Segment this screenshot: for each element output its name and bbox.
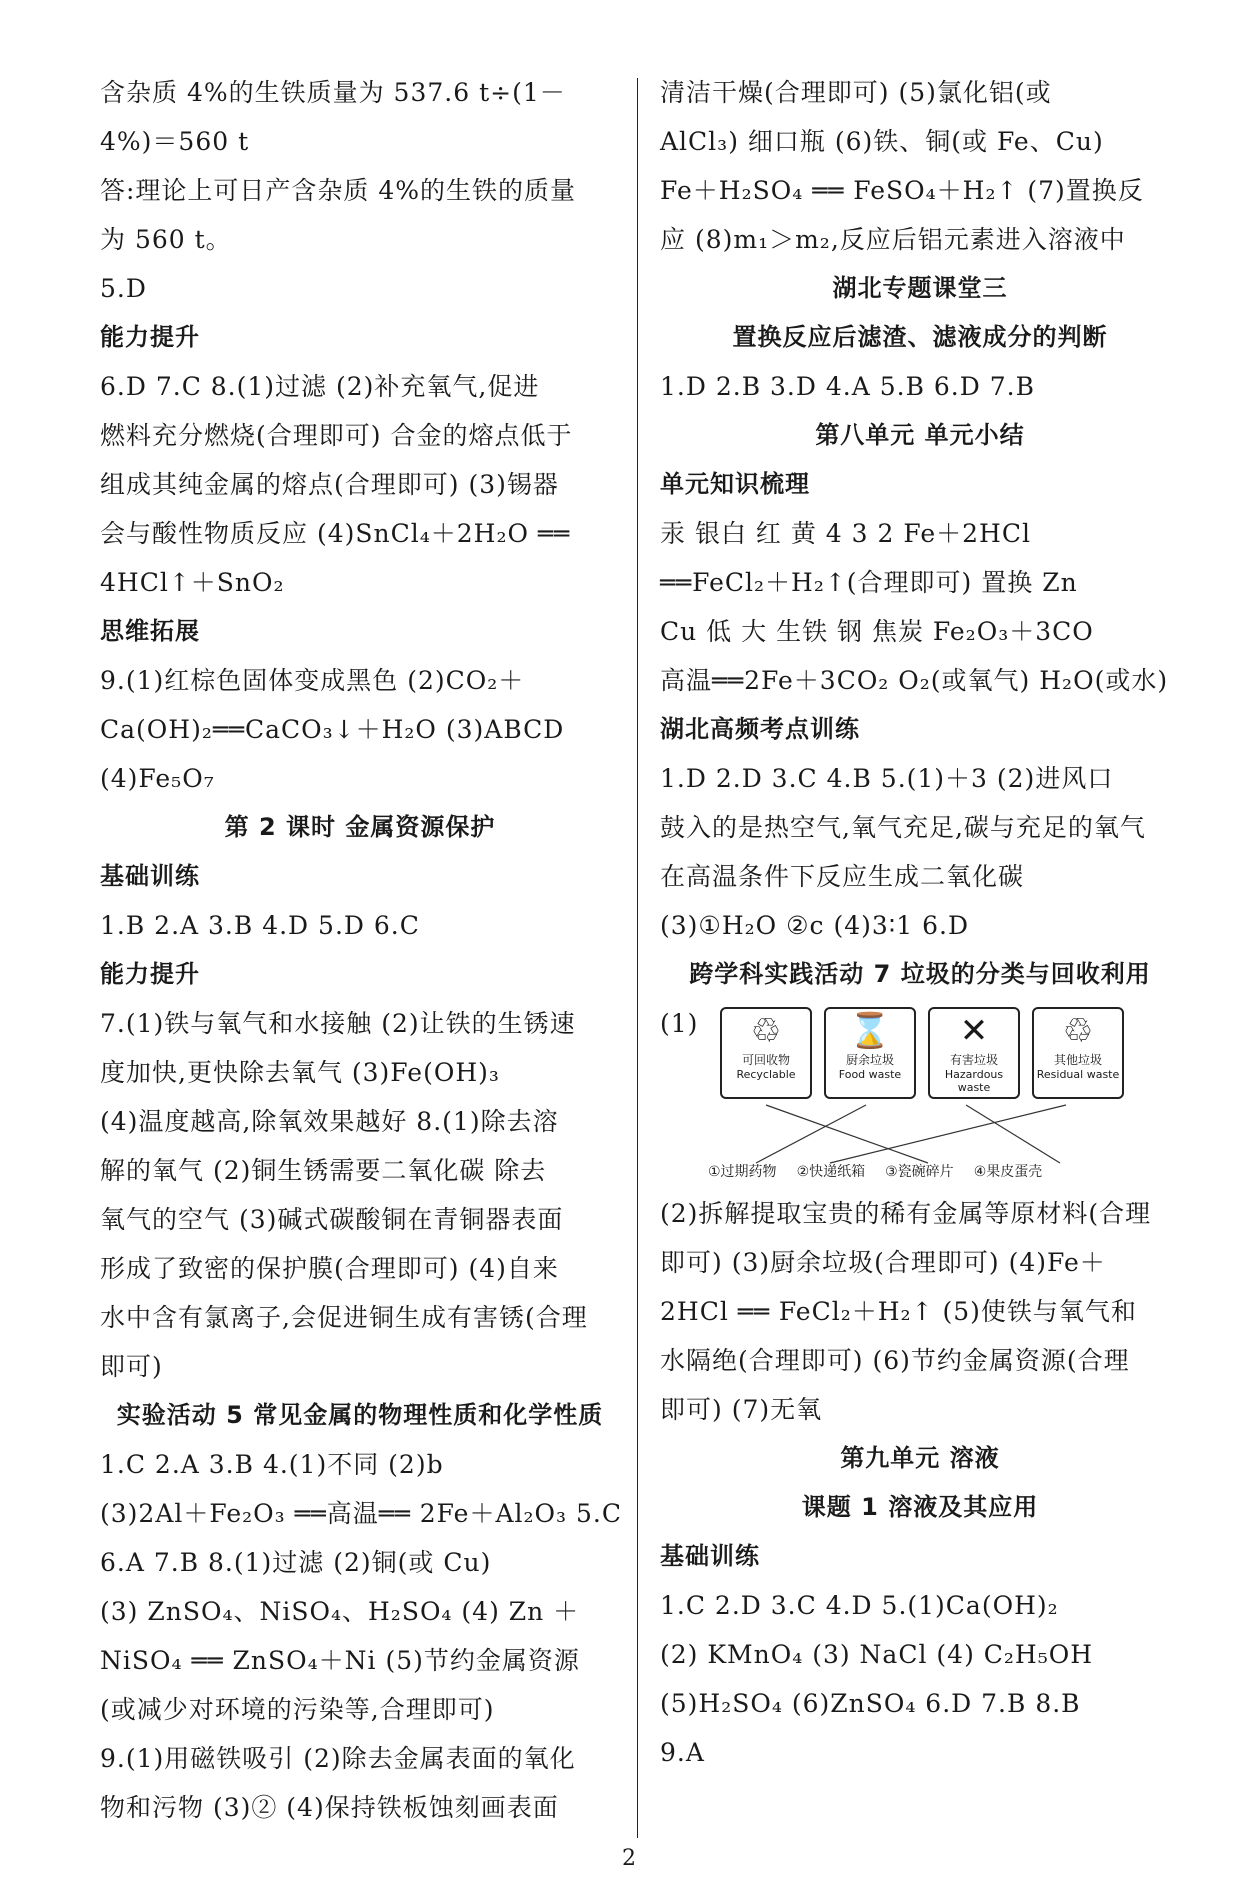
waste-item-label: ④果皮蛋壳 bbox=[973, 1164, 1043, 1180]
text-line: 1.C 2.A 3.B 4.(1)不同 (2)b bbox=[100, 1450, 444, 1479]
section-heading: 实验活动 5 常见金属的物理性质和化学性质 bbox=[116, 1401, 604, 1429]
text-line: (5)H₂SO₄ (6)ZnSO₄ 6.D 7.B 8.B bbox=[660, 1689, 1081, 1718]
text-line: 1.D 2.D 3.C 4.B 5.(1)＋3 (2)进风口 bbox=[660, 764, 1114, 793]
waste-item-label: ①过期药物 bbox=[708, 1164, 777, 1180]
text-line: 解的氧气 (2)铜生锈需要二氧化碳 除去 bbox=[100, 1156, 547, 1185]
bin-label-en: Residual waste bbox=[1036, 1068, 1120, 1081]
left-column bbox=[100, 68, 620, 1832]
text-line: (3)2Al＋Fe₂O₃ ══高温══ 2Fe＋Al₂O₃ 5.C bbox=[100, 1499, 622, 1528]
bin-row bbox=[660, 1007, 1124, 1099]
text-line: 在高温条件下反应生成二氧化碳 bbox=[660, 862, 1025, 891]
text-line: (3)①H₂O ②c (4)3∶1 6.D bbox=[660, 911, 970, 940]
text-line: 1.B 2.A 3.B 4.D 5.D 6.C bbox=[100, 911, 420, 940]
text-line: (或减少对环境的污染等,合理即可) bbox=[100, 1695, 495, 1724]
section-heading: 思维拓展 bbox=[100, 617, 200, 645]
text-line: ══FeCl₂＋H₂↑(合理即可) 置换 Zn bbox=[660, 568, 1078, 597]
text-line: 9.(1)用磁铁吸引 (2)除去金属表面的氧化 bbox=[100, 1744, 576, 1773]
text-line: 7.(1)铁与氧气和水接触 (2)让铁的生锈速 bbox=[100, 1009, 576, 1038]
waste-sorting-figure bbox=[660, 999, 1180, 1189]
bin-label-zh: 有害垃圾 bbox=[949, 1053, 998, 1067]
section-heading: 能力提升 bbox=[100, 323, 200, 351]
text-line: Cu 低 大 生铁 钢 焦炭 Fe₂O₃＋3CO bbox=[660, 617, 1094, 646]
text-line: 高温══2Fe＋3CO₂ O₂(或氧气) H₂O(或水) bbox=[660, 666, 1169, 695]
section-heading: 课题 1 溶液及其应用 bbox=[801, 1493, 1039, 1521]
section-heading: 跨学科实践活动 7 垃圾的分类与回收利用 bbox=[689, 960, 1151, 988]
section-heading: 第 2 课时 金属资源保护 bbox=[224, 813, 496, 841]
right-bottom-block bbox=[660, 1189, 1180, 1777]
section-heading: 第九单元 溶液 bbox=[840, 1444, 1000, 1472]
text-line: (4)温度越高,除氧效果越好 8.(1)除去溶 bbox=[100, 1107, 559, 1136]
waste-bin bbox=[1032, 1007, 1124, 1099]
text-line: 4%)＝560 t bbox=[100, 127, 250, 156]
text-line: 物和污物 (3)② (4)保持铁板蚀刻画表面 bbox=[100, 1793, 559, 1822]
page-number: 2 bbox=[622, 1846, 636, 1871]
section-heading: 基础训练 bbox=[100, 862, 200, 890]
text-line: 度加快,更快除去氧气 (3)Fe(OH)₃ bbox=[100, 1058, 500, 1087]
section-heading: 湖北专题课堂三 bbox=[832, 274, 1008, 302]
text-line: 4HCl↑＋SnO₂ bbox=[100, 568, 285, 597]
text-line: 2HCl ══ FeCl₂＋H₂↑ (5)使铁与氧气和 bbox=[660, 1297, 1137, 1326]
text-line: 燃料充分燃烧(合理即可) 合金的熔点低于 bbox=[100, 421, 573, 450]
text-line: (2)拆解提取宝贵的稀有金属等原材料(合理 bbox=[660, 1199, 1152, 1228]
text-line: 1.C 2.D 3.C 4.D 5.(1)Ca(OH)₂ bbox=[660, 1591, 1059, 1620]
bin-label-en: Recyclable bbox=[736, 1068, 796, 1081]
bin-label-en: Hazardous waste bbox=[944, 1068, 1004, 1094]
bin-label-zh: 厨余垃圾 bbox=[845, 1053, 894, 1067]
text-line: 会与酸性物质反应 (4)SnCl₄＋2H₂O ══ bbox=[100, 519, 571, 548]
right-column bbox=[660, 68, 1180, 1777]
text-line: (4)Fe₅O₇ bbox=[100, 764, 215, 793]
column-divider bbox=[637, 78, 638, 1838]
bin-symbol-icon: ♲ bbox=[750, 1011, 782, 1051]
text-line: 9.A bbox=[660, 1738, 705, 1767]
bin-label-zh: 其他垃圾 bbox=[1053, 1053, 1102, 1067]
section-heading: 单元知识梳理 bbox=[660, 470, 810, 498]
bin-label-zh: 可回收物 bbox=[741, 1053, 790, 1067]
text-line: NiSO₄ ══ ZnSO₄＋Ni (5)节约金属资源 bbox=[100, 1646, 580, 1675]
text-line: 应 (8)m₁＞m₂,反应后铝元素进入溶液中 bbox=[660, 225, 1126, 254]
text-line: 即可) (3)厨余垃圾(合理即可) (4)Fe＋ bbox=[660, 1248, 1106, 1277]
text-line: (2) KMnO₄ (3) NaCl (4) C₂H₅OH bbox=[660, 1640, 1094, 1669]
text-line: 水中含有氯离子,会促进铜生成有害锈(合理 bbox=[100, 1303, 588, 1332]
bin-symbol-icon: ♲ bbox=[1062, 1011, 1094, 1051]
section-heading: 湖北高频考点训练 bbox=[660, 715, 860, 743]
waste-bin bbox=[720, 1007, 812, 1099]
bin-symbol-icon: ✕ bbox=[959, 1011, 989, 1051]
section-heading: 置换反应后滤渣、滤液成分的判断 bbox=[732, 323, 1108, 351]
figure-label: (1) bbox=[660, 1009, 699, 1038]
text-line: 答:理论上可日产含杂质 4%的生铁的质量 bbox=[100, 176, 577, 205]
text-line: (3) ZnSO₄、NiSO₄、H₂SO₄ (4) Zn ＋ bbox=[100, 1597, 580, 1626]
section-heading: 能力提升 bbox=[100, 960, 200, 988]
section-heading: 基础训练 bbox=[660, 1542, 760, 1570]
text-line: Ca(OH)₂══CaCO₃↓＋H₂O (3)ABCD bbox=[100, 715, 565, 744]
text-line: 即可) bbox=[100, 1352, 163, 1381]
text-line: Fe＋H₂SO₄ ══ FeSO₄＋H₂↑ (7)置换反 bbox=[660, 176, 1144, 205]
waste-bin bbox=[824, 1007, 916, 1099]
text-line: 1.D 2.B 3.D 4.A 5.B 6.D 7.B bbox=[660, 372, 1035, 401]
text-line: 清洁干燥(合理即可) (5)氯化铝(或 bbox=[660, 78, 1052, 107]
text-line: 即可) (7)无氧 bbox=[660, 1395, 823, 1424]
text-line: 6.A 7.B 8.(1)过滤 (2)铜(或 Cu) bbox=[100, 1548, 492, 1577]
text-line: 含杂质 4%的生铁质量为 537.6 t÷(1－ bbox=[100, 78, 566, 107]
text-line: 为 560 t。 bbox=[100, 225, 232, 254]
section-heading: 第八单元 单元小结 bbox=[815, 421, 1025, 449]
waste-item-label: ③瓷碗碎片 bbox=[885, 1164, 954, 1180]
waste-bin bbox=[928, 1007, 1020, 1099]
text-line: 鼓入的是热空气,氧气充足,碳与充足的氧气 bbox=[660, 813, 1146, 842]
text-line: 水隔绝(合理即可) (6)节约金属资源(合理 bbox=[660, 1346, 1130, 1375]
text-line: 形成了致密的保护膜(合理即可) (4)自来 bbox=[100, 1254, 559, 1283]
text-line: 汞 银白 红 黄 4 3 2 Fe＋2HCl bbox=[660, 519, 1031, 548]
text-line: 组成其纯金属的熔点(合理即可) (3)锡器 bbox=[100, 470, 559, 499]
text-line: 氧气的空气 (3)碱式碳酸铜在青铜器表面 bbox=[100, 1205, 564, 1234]
bin-symbol-icon: ⌛ bbox=[848, 1011, 892, 1051]
bin-label-en: Food waste bbox=[838, 1068, 902, 1081]
text-line: AlCl₃) 细口瓶 (6)铁、铜(或 Fe、Cu) bbox=[660, 127, 1104, 156]
text-line: 9.(1)红棕色固体变成黑色 (2)CO₂＋ bbox=[100, 666, 525, 695]
item-row bbox=[708, 1161, 1042, 1181]
right-top-block bbox=[660, 68, 1180, 999]
waste-item-label: ②快递纸箱 bbox=[796, 1164, 866, 1180]
text-line: 5.D bbox=[100, 274, 147, 303]
text-line: 6.D 7.C 8.(1)过滤 (2)补充氧气,促进 bbox=[100, 372, 540, 401]
